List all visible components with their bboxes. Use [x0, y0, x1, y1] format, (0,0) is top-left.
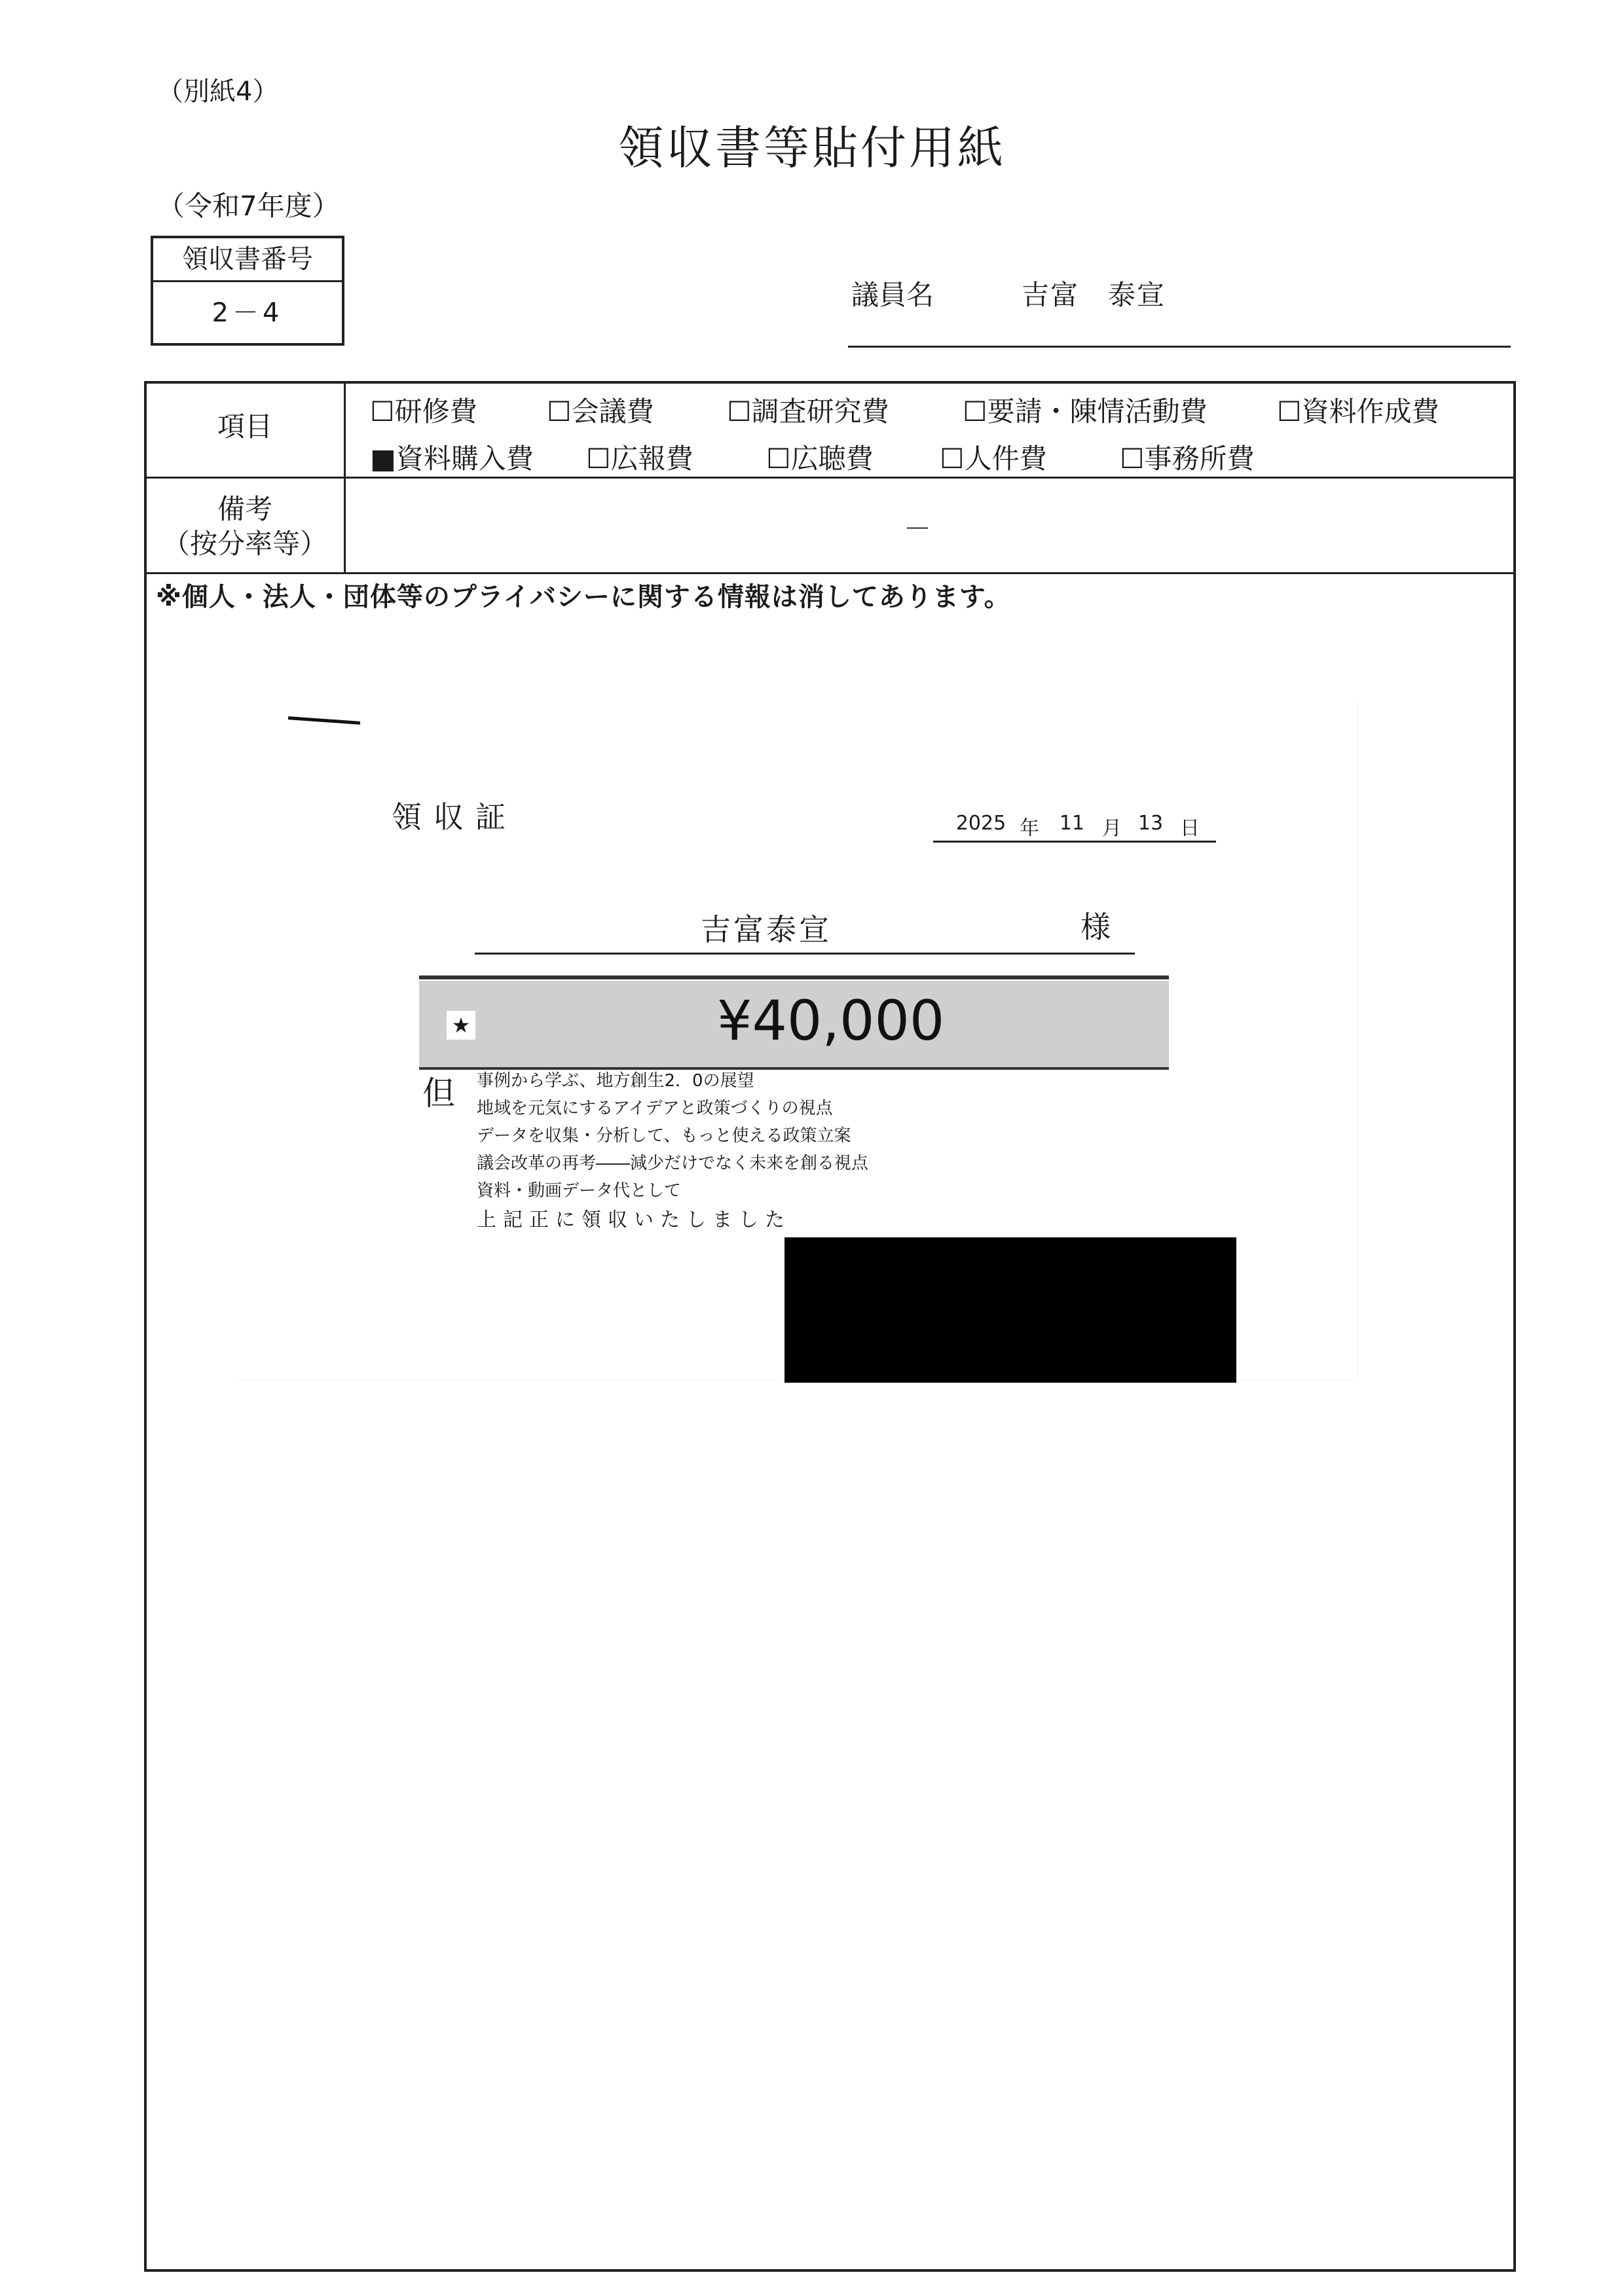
date-day-unit: 日	[1180, 817, 1200, 840]
category-label: 資料作成費	[1301, 395, 1439, 428]
row-divider	[145, 572, 1514, 574]
unchecked-box-icon: ☐	[1120, 443, 1145, 475]
category-item	[1120, 437, 1255, 477]
date-month-unit: 月	[1102, 817, 1122, 840]
unchecked-box-icon: ☐	[766, 443, 791, 475]
unchecked-box-icon: ☐	[727, 395, 752, 428]
checked-box-icon: ■	[370, 443, 396, 475]
category-item	[586, 437, 693, 477]
unchecked-box-icon: ☐	[547, 395, 572, 428]
receipt-number-label: 領収書番号	[153, 238, 342, 282]
category-label: 調査研究費	[751, 395, 889, 428]
category-label: 研修費	[394, 395, 477, 428]
date-month: 11	[1059, 812, 1085, 835]
redaction-block	[784, 1237, 1236, 1383]
receipt-recipient: 吉富泰宣	[701, 912, 832, 947]
description-line: 議会改革の再考――減少だけでなく未来を創る視点	[477, 1154, 869, 1173]
date-day: 13	[1137, 812, 1164, 835]
date-underline	[933, 841, 1216, 843]
receipt-title: 領収証	[392, 799, 517, 835]
remarks-value: －	[904, 513, 932, 545]
category-item	[727, 390, 889, 429]
fiscal-year: （令和7年度）	[157, 190, 340, 222]
category-label: 広報費	[610, 443, 693, 475]
recipient-underline	[475, 953, 1135, 955]
category-label: 会議費	[571, 395, 654, 428]
member-label: 議員名	[851, 279, 934, 311]
receipt-date	[934, 812, 1215, 841]
member-name: 吉富 泰宣	[1022, 279, 1166, 311]
category-label: 事務所費	[1144, 443, 1255, 475]
category-label: 人件費	[964, 443, 1047, 475]
category-label: 要請・陳情活動費	[987, 395, 1208, 428]
privacy-note: ※個人・法人・団体等のプライバシーに関する情報は消してあります。	[156, 582, 1011, 612]
remarks-label-line1: 備考	[217, 493, 272, 525]
receipt-number-value: 2－4	[212, 298, 284, 328]
date-year: 2025	[955, 812, 1006, 835]
row-divider	[145, 477, 1514, 479]
category-item	[1277, 390, 1439, 429]
category-label: 資料購入費	[396, 443, 534, 475]
amount-top-rule	[419, 975, 1169, 979]
star-icon: ★	[447, 1011, 475, 1040]
category-item	[963, 390, 1208, 429]
remarks-row-label	[147, 492, 343, 561]
date-year-unit: 年	[1020, 817, 1039, 840]
category-item	[547, 390, 654, 429]
receipt-honorific: 様	[1080, 909, 1111, 945]
category-item	[766, 437, 874, 477]
unchecked-box-icon: ☐	[963, 395, 987, 428]
unchecked-box-icon: ☐	[1277, 395, 1302, 428]
description-line: データを収集・分析して、もっと使える政策立案	[477, 1126, 851, 1146]
description-line: 地域を元気にするアイデアと政策づくりの視点	[477, 1099, 833, 1118]
description-line: 事例から学ぶ、地方創生2．0の展望	[477, 1071, 754, 1091]
unchecked-box-icon: ☐	[940, 443, 965, 475]
receipt-amount: ¥40,000	[717, 989, 945, 1053]
column-divider	[344, 382, 346, 573]
unchecked-box-icon: ☐	[586, 443, 611, 475]
received-statement: 上記正に領収いたしました	[477, 1209, 791, 1231]
remarks-label-line2: （按分率等）	[162, 527, 327, 560]
item-row-label: 項目	[217, 410, 272, 443]
member-underline	[848, 346, 1511, 348]
category-item	[370, 437, 534, 477]
unchecked-box-icon: ☐	[370, 395, 395, 428]
category-item	[940, 437, 1047, 477]
tadashi-label: 但	[422, 1074, 455, 1112]
category-item	[370, 390, 477, 429]
attachment-label: （別紙4）	[157, 77, 279, 107]
category-label: 広聴費	[790, 443, 874, 475]
description-line: 資料・動画データ代として	[477, 1181, 682, 1201]
receipt-number-box	[151, 236, 344, 346]
page-title: 領収書等貼付用紙	[618, 121, 1006, 175]
